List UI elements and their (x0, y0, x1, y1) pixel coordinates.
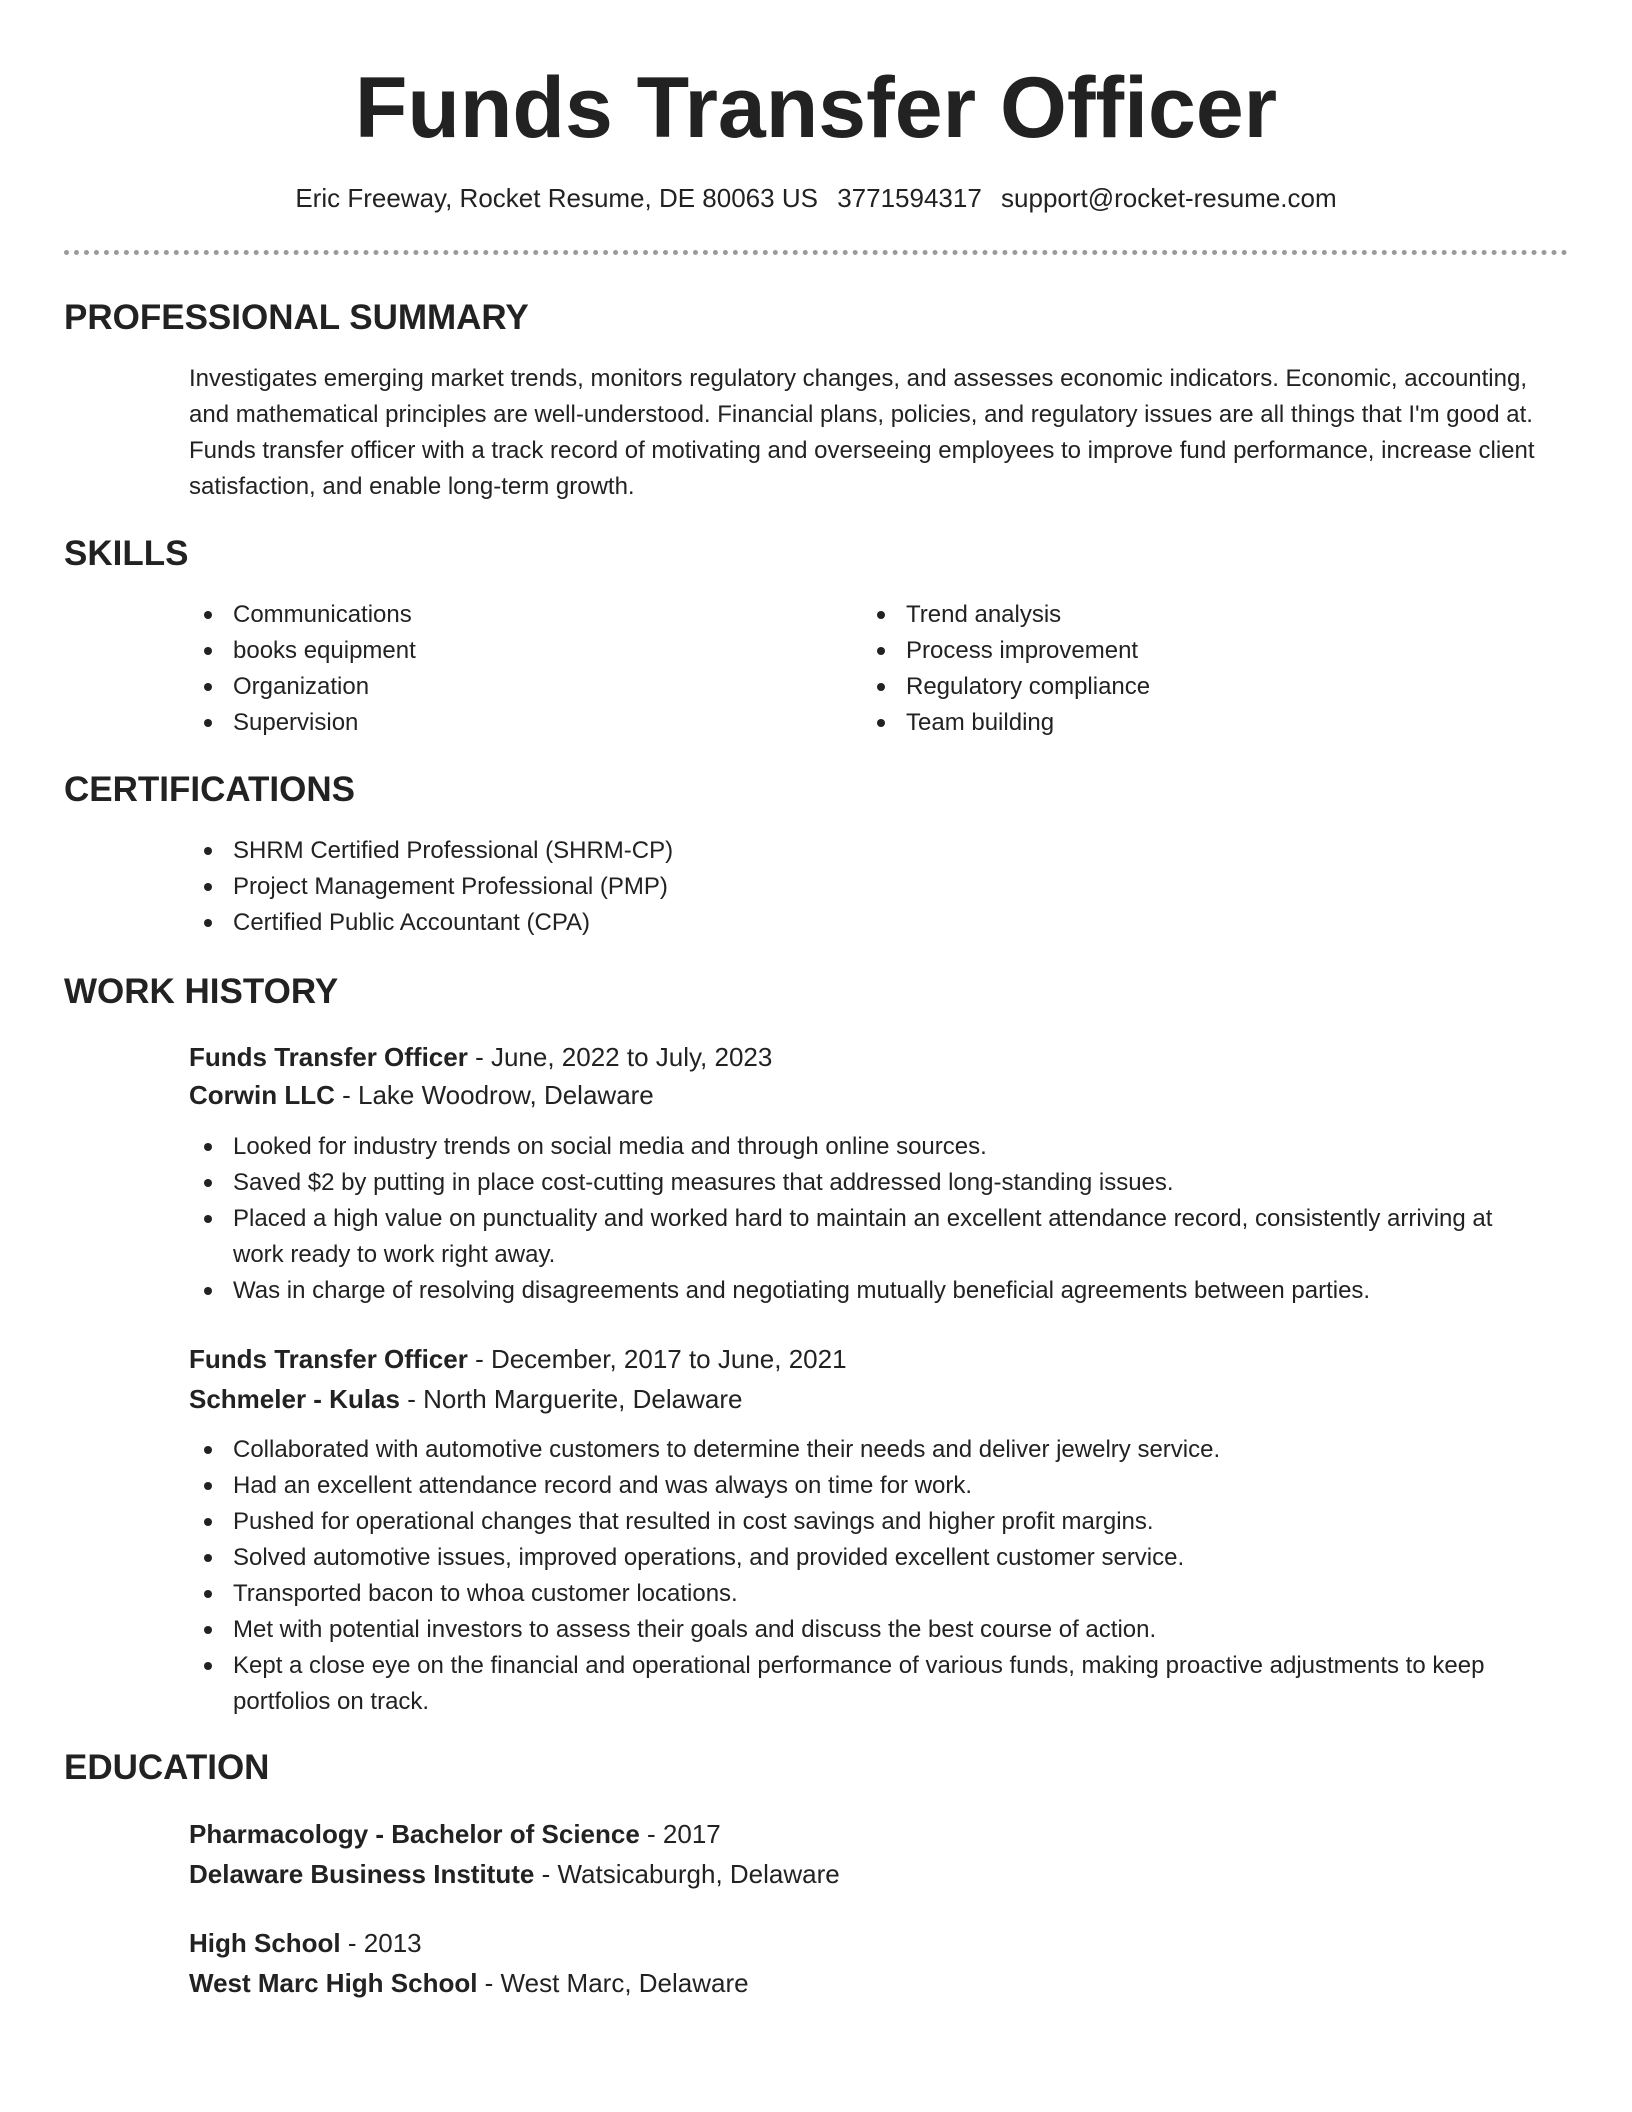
job-location: - Lake Woodrow, Delaware (334, 1080, 654, 1110)
job-title-line (189, 1038, 772, 1076)
education-school-line (189, 1855, 840, 1893)
education-school-line (189, 1964, 749, 2002)
list-item: Collaborated with automotive customers to determine their needs and deliver jewelry service. (189, 1432, 1539, 1468)
job-company-line (189, 1076, 654, 1114)
job-company: Corwin LLC (189, 1080, 335, 1110)
list-item: SHRM Certified Professional (SHRM-CP) (189, 833, 1539, 869)
contact-phone: 3771594317 (837, 183, 982, 213)
education-degree-line (189, 1815, 721, 1853)
job-dates: - December, 2017 to June, 2021 (467, 1344, 847, 1374)
list-item: books equipment (189, 633, 829, 669)
education-school: West Marc High School (189, 1968, 478, 1998)
list-item: Was in charge of resolving disagreements and negotiating mutually beneficial agreements between parties. (189, 1273, 1539, 1309)
skills-list-left (189, 597, 829, 741)
summary-text: Investigates emerging market trends, monitors regulatory changes, and assesses economic indicators. Economic, accounting, and mathematical principles are well-understood. Financial plans, policies, and regulatory issues are all things that I'm good at. Funds transfer officer with a track record of motivating and overseeing employees to improve fund performance, increase client satisfaction, and enable long-term growth. (189, 365, 1535, 500)
skills-heading: SKILLS (64, 534, 189, 573)
education-degree: High School (189, 1928, 341, 1958)
list-item: Certified Public Accountant (CPA) (189, 905, 1539, 941)
list-item: Communications (189, 597, 829, 633)
education-location: - Watsicaburgh, Delaware (534, 1859, 840, 1889)
list-item: Transported bacon to whoa customer locations. (189, 1576, 1539, 1612)
list-item: Trend analysis (862, 597, 1502, 633)
list-item: Process improvement (862, 633, 1502, 669)
job-bullets (189, 1432, 1539, 1720)
list-item: Team building (862, 705, 1502, 741)
job-company: Schmeler - Kulas (189, 1384, 400, 1414)
education-year: - 2013 (340, 1928, 422, 1958)
job-bullets (189, 1129, 1539, 1309)
job-role: Funds Transfer Officer (189, 1042, 468, 1072)
resume-title: Funds Transfer Officer (354, 60, 1278, 156)
list-item: Placed a high value on punctuality and worked hard to maintain an excellent attendance record, consistently arriving at work ready to work right away. (189, 1201, 1539, 1273)
contact-line (0, 180, 1632, 216)
header-divider (64, 250, 1568, 255)
job-location: - North Marguerite, Delaware (399, 1384, 743, 1414)
education-heading: EDUCATION (64, 1748, 270, 1787)
job-company-line (189, 1380, 742, 1418)
education-year: - 2017 (639, 1819, 721, 1849)
contact-email[interactable]: support@rocket-resume.com (1001, 183, 1337, 213)
list-item: Met with potential investors to assess their goals and discuss the best course of action. (189, 1612, 1539, 1648)
list-item: Solved automotive issues, improved operations, and provided excellent customer service. (189, 1540, 1539, 1576)
certifications-heading: CERTIFICATIONS (64, 770, 356, 809)
list-item: Pushed for operational changes that resulted in cost savings and higher profit margins. (189, 1504, 1539, 1540)
list-item: Had an excellent attendance record and was always on time for work. (189, 1468, 1539, 1504)
list-item: Kept a close eye on the financial and operational performance of various funds, making proactive adjustments to keep portfolios on track. (189, 1648, 1539, 1720)
job-title-line (189, 1340, 847, 1378)
education-location: - West Marc, Delaware (477, 1968, 749, 1998)
skills-list-right (862, 597, 1502, 741)
education-degree: Pharmacology - Bachelor of Science (189, 1819, 640, 1849)
job-dates: - June, 2022 to July, 2023 (467, 1042, 773, 1072)
education-degree-line (189, 1924, 422, 1962)
work-history-heading: WORK HISTORY (64, 972, 339, 1011)
list-item: Saved $2 by putting in place cost-cutting measures that addressed long-standing issues. (189, 1165, 1539, 1201)
list-item: Regulatory compliance (862, 669, 1502, 705)
job-role: Funds Transfer Officer (189, 1344, 468, 1374)
education-school: Delaware Business Institute (189, 1859, 535, 1889)
list-item: Project Management Professional (PMP) (189, 869, 1539, 905)
summary-heading: PROFESSIONAL SUMMARY (64, 298, 529, 337)
list-item: Supervision (189, 705, 829, 741)
contact-address: Eric Freeway, Rocket Resume, DE 80063 US (295, 183, 818, 213)
list-item: Organization (189, 669, 829, 705)
list-item: Looked for industry trends on social media and through online sources. (189, 1129, 1539, 1165)
certifications-list (189, 833, 1539, 941)
